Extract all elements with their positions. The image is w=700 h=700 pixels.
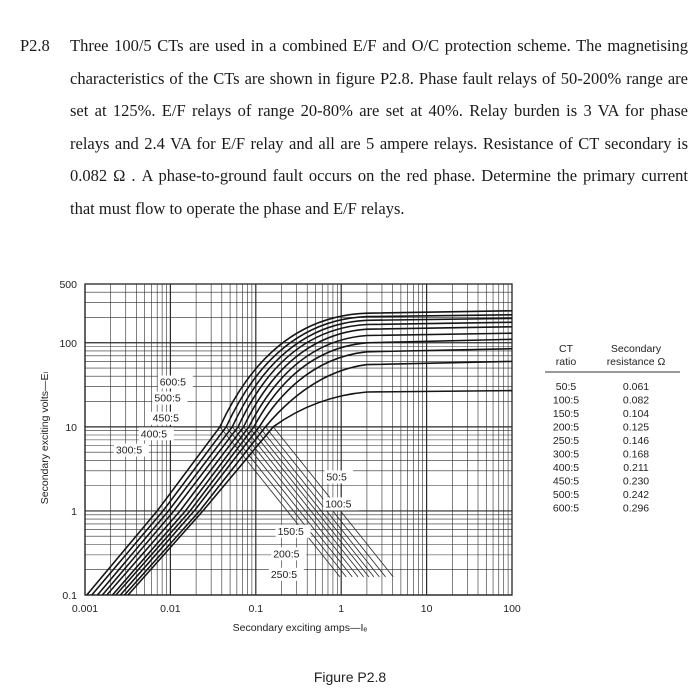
table-cell-ratio: 400:5 <box>552 462 580 474</box>
series-label: 500:5 <box>154 392 181 405</box>
table-cell-resistance: 0.104 <box>622 408 650 420</box>
table-cell-resistance: 0.061 <box>622 381 650 393</box>
table-cell-ratio: 200:5 <box>552 421 580 434</box>
y-axis-label: Secondary exciting volts—Eₗ <box>39 371 51 505</box>
table-cell-ratio: 100:5 <box>552 394 580 407</box>
series-label: 150:5 <box>277 525 304 538</box>
table-cell-resistance: 0.082 <box>622 394 650 407</box>
x-tick-label: 0.001 <box>71 603 99 615</box>
table-cell-resistance: 0.125 <box>622 421 650 434</box>
table-cell-resistance: 0.242 <box>622 489 650 501</box>
table-cell-ratio: 50:5 <box>555 381 577 393</box>
series-label: 50:5 <box>326 471 347 484</box>
table-cell-ratio: 300:5 <box>552 448 580 461</box>
figure-caption: Figure P2.8 <box>313 669 387 685</box>
x-tick-label: 100 <box>503 603 521 615</box>
table-header-resistance: resistance Ω <box>606 356 666 368</box>
series-label: 400:5 <box>140 428 168 441</box>
series-label: 200:5 <box>273 548 300 561</box>
series-label: 450:5 <box>152 412 179 425</box>
series-label: 250:5 <box>270 568 298 581</box>
table-cell-ratio: 150:5 <box>552 408 580 420</box>
series-label: 300:5 <box>115 444 143 457</box>
problem-number: P2.8 <box>20 36 50 55</box>
x-axis-label: Secondary exciting amps—Iₑ <box>232 622 368 634</box>
problem-text: Three 100/5 CTs are used in a combined E/F and O/C protection scheme. The magnetising characteristics of the CTs are shown in figure P2.8. Phase fault relays of 50-200% range are set at 125%. E/F relays of range 20-80% are set at 40%. Relay burden is 3 VA for phase relays and 2.4 VA for E/F relay and all are 5 ampere relays. Resistance of CT secondary is 0.082 Ω . A phase-to-ground fault occurs on the red phase. Determine the primary current that must flow to operate the phase and E/F relays. <box>70 36 688 218</box>
table-header-ct: ratio <box>555 356 577 368</box>
table-cell-resistance: 0.168 <box>622 448 650 461</box>
y-tick-label: 1 <box>71 505 77 518</box>
series-label: 100:5 <box>325 498 352 511</box>
table-cell-ratio: 250:5 <box>552 435 580 447</box>
table-cell-ratio: 600:5 <box>552 502 580 515</box>
table-cell-resistance: 0.296 <box>622 502 650 515</box>
table-cell-ratio: 500:5 <box>552 489 580 501</box>
y-tick-label: 10 <box>65 421 77 434</box>
table-cell-resistance: 0.146 <box>622 435 650 447</box>
ct-resistance-table <box>545 343 680 515</box>
table-header-ct: CT <box>559 343 573 355</box>
y-tick-label: 500 <box>59 279 77 291</box>
x-tick-label: 0.1 <box>248 603 264 615</box>
y-tick-label: 0.1 <box>62 590 77 602</box>
table-cell-resistance: 0.211 <box>623 462 649 474</box>
table-cell-ratio: 450:5 <box>552 475 580 488</box>
x-tick-label: 0.01 <box>160 603 181 615</box>
y-tick-label: 100 <box>59 337 77 350</box>
x-tick-label: 10 <box>420 603 433 615</box>
series-line <box>128 391 512 595</box>
series-label: 600:5 <box>159 376 187 389</box>
x-tick-label: 1 <box>338 603 345 615</box>
knee-point-lines <box>220 427 393 577</box>
table-cell-resistance: 0.230 <box>622 475 650 488</box>
table-header-resistance: Secondary <box>610 343 662 355</box>
